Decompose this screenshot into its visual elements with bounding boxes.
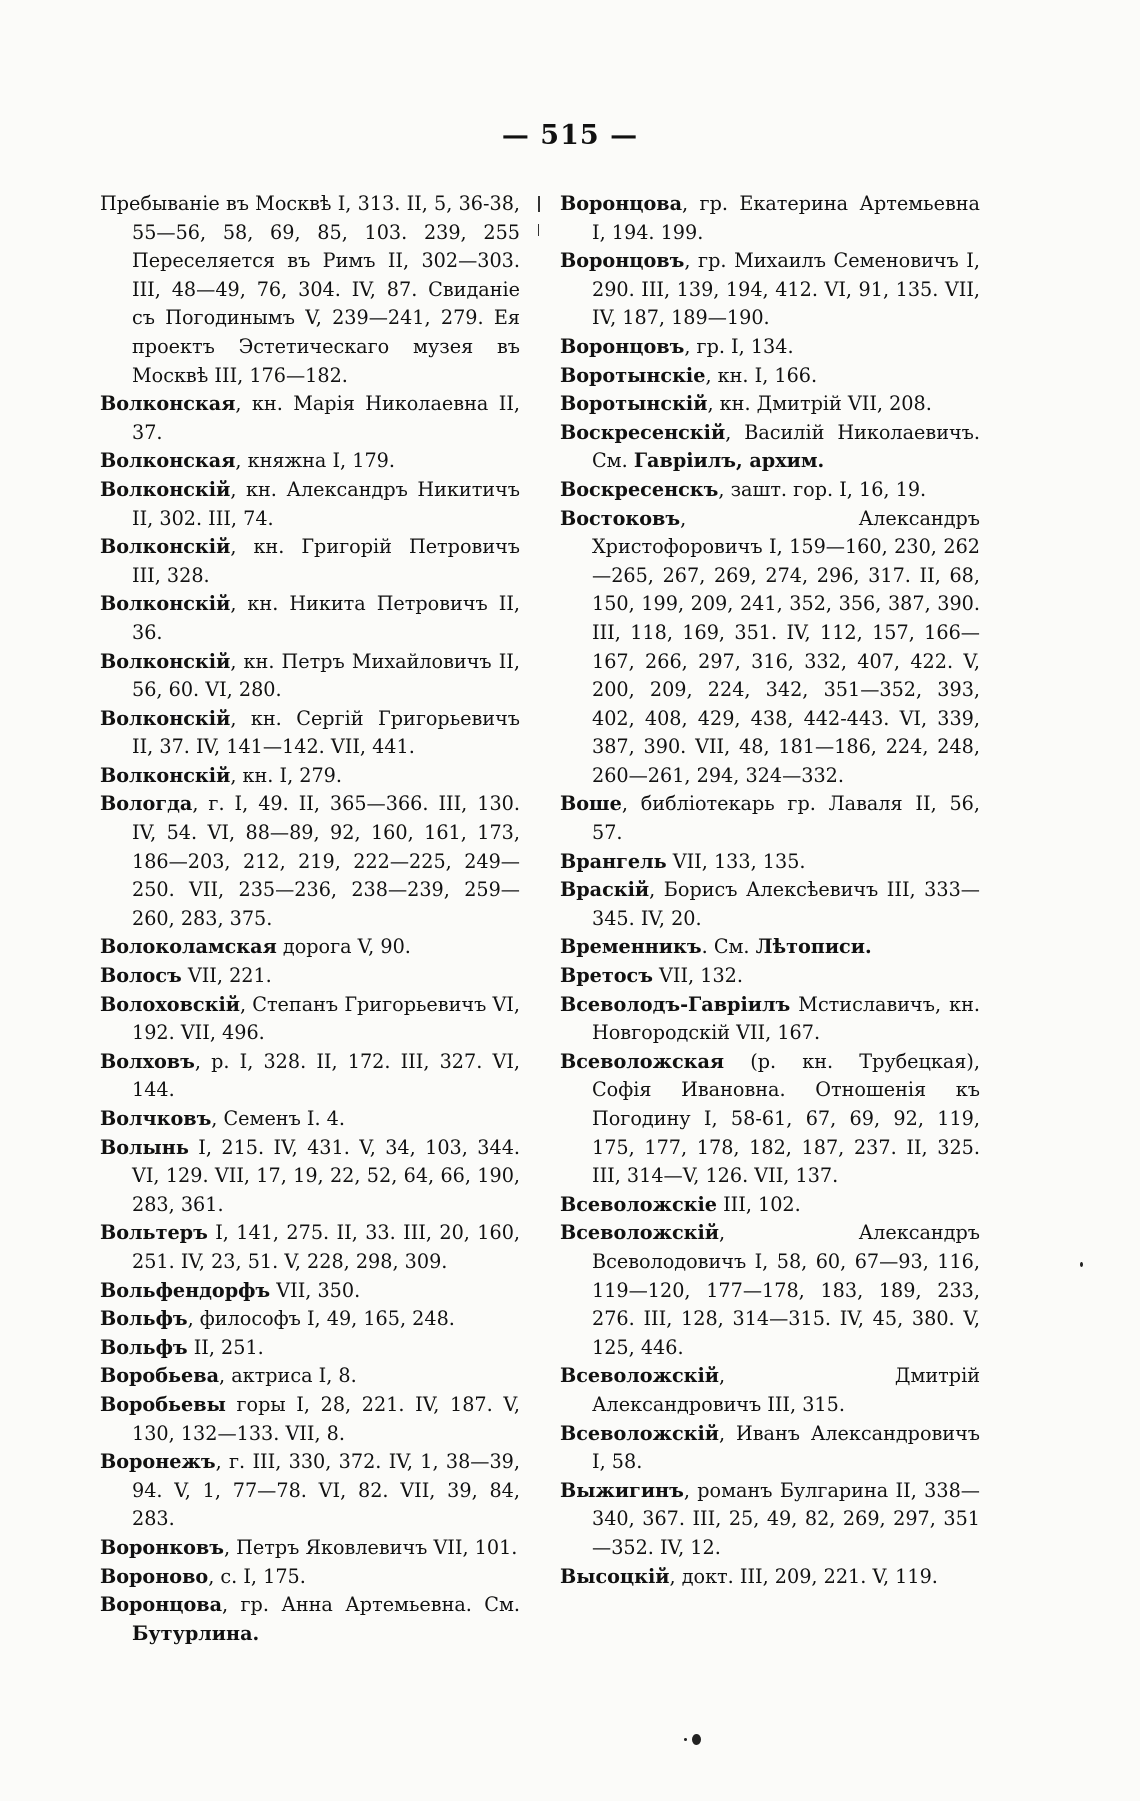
index-entry <box>100 190 520 390</box>
entry-headword: Волконская <box>100 449 236 473</box>
index-entry <box>100 1048 520 1105</box>
entry-headword: Волховъ <box>100 1049 195 1073</box>
index-entry <box>100 533 520 590</box>
entry-references: , гр. Екатерина Артемьевна I, 194. 199. <box>592 192 980 244</box>
entry-references: , кн. Григорій Петровичъ III, 328. <box>132 535 520 587</box>
entry-headword: Волконскій <box>100 592 231 616</box>
entry-headword: Воскресенскій <box>560 420 726 444</box>
index-entry <box>560 933 980 962</box>
entry-headword: Воронцова <box>560 192 683 215</box>
entry-references: Мстиславичъ, кн. Новгородскій VII, 167. <box>592 992 980 1045</box>
entry-headword: Врангель <box>560 849 667 873</box>
entry-references: , Степанъ Григорьевичъ VI, 192. VII, 496. <box>132 992 520 1045</box>
index-entry <box>560 790 980 847</box>
entry-references: , кн. Сергій Григорьевичъ II, 37. IV, 141—142. VII, 441. <box>132 706 520 759</box>
entry-references: II, 251. <box>187 1335 264 1359</box>
entry-headword: Вретосъ <box>560 964 653 988</box>
entry-references: , гр. I, 134. <box>684 334 794 358</box>
entry-headword: Вольтеръ <box>100 1221 208 1245</box>
entry-headword: Временникъ <box>560 935 702 959</box>
entry-headword: Воронежъ <box>100 1450 216 1474</box>
entry-headword: Волоколамская <box>100 935 277 959</box>
index-entry <box>560 1362 980 1419</box>
entry-references: , г. III, 330, 372. IV, 1, 38—39, 94. V, 1, 77—78. VI, 82. VII, 39, 84, 283. <box>132 1450 520 1531</box>
index-entry <box>100 1362 520 1391</box>
entry-references: , Иванъ Александровичъ I, 58. <box>592 1421 980 1474</box>
column-divider <box>538 224 539 236</box>
entry-headword: Волконскій <box>100 763 231 787</box>
entry-references: дорога V, 90. <box>276 935 411 959</box>
entry-references: , философъ I, 49, 165, 248. <box>187 1307 455 1331</box>
entry-headword: Воронцова <box>100 1593 223 1617</box>
entry-references: VII, 133, 135. <box>666 849 806 873</box>
entry-references: , кн. Дмитрій VII, 208. <box>707 392 932 416</box>
index-entry <box>100 1219 520 1276</box>
entry-headword: Воробьева <box>100 1364 220 1388</box>
index-entry <box>560 190 980 247</box>
index-entry <box>560 876 980 933</box>
print-speck <box>692 1734 701 1745</box>
entry-headword: Враскій <box>560 878 650 902</box>
index-entry <box>100 1134 520 1220</box>
index-entry <box>560 362 980 391</box>
entry-references: , гр. Анна Артемьевна. См. <box>222 1593 520 1617</box>
index-entry <box>560 419 980 476</box>
index-entry <box>100 962 520 991</box>
entry-headword: Выжигинъ <box>560 1478 684 1502</box>
index-entry <box>560 505 980 791</box>
index-entry <box>560 1477 980 1563</box>
index-entry <box>100 1334 520 1363</box>
entry-references: , с. I, 175. <box>208 1564 306 1588</box>
entry-references: , гр. Михаилъ Семеновичъ I, 290. III, 139, 194, 412. VI, 91, 135. VII, IV, 187, 189—190. <box>592 249 980 330</box>
entry-headword: Волоховскій <box>100 992 240 1016</box>
index-entry <box>100 648 520 705</box>
column-divider <box>538 196 540 212</box>
entry-references: , Александръ Христофоровичъ I, 159—160, 230, 262—265, 267, 269, 274, 296, 317. II, 68, 150, 199, 209, 241, 352, 356, 387, 390. III, 118, 169, 351. IV, 112, 157, 166—167, 266, 297, 316, 332, 407, 422. V, 200, 209, 224, 342, 351—352, 393, 402, 408, 429, 438, 442-443. VI, 339, 387, 390. VII, 48, 181—186, 224, 248, 260—261, 294, 324—332. <box>592 506 980 787</box>
entry-references: , Петръ Яковлевичъ VII, 101. <box>223 1535 518 1559</box>
entry-headword: Воскресенскъ <box>560 477 719 501</box>
entry-references: , Семенъ I. 4. <box>211 1107 345 1130</box>
entry-headword: Всеволожскій <box>560 1421 719 1445</box>
index-entry <box>100 1305 520 1334</box>
entry-headword: Волынь <box>100 1135 189 1159</box>
entry-references: VII, 221. <box>181 964 272 988</box>
entry-headword: Волконская <box>100 392 236 416</box>
index-entry <box>100 447 520 476</box>
entry-headword: Востоковъ <box>560 506 681 530</box>
entry-references: (р. кн. Трубецкая), Софія Ивановна. Отношенія къ Погодину I, 58-61, 67, 69, 92, 119, 175, 177, 178, 182, 187, 237. II, 325. III, 314—V, 126. VII, 137. <box>592 1049 980 1188</box>
entry-references: , Василій Николаевичъ. См. <box>592 420 980 473</box>
entry-headword: Воротынскій <box>560 392 708 416</box>
index-entry <box>560 333 980 362</box>
index-entry <box>560 848 980 877</box>
entry-headword: Вороново <box>100 1564 209 1588</box>
entry-headword: Всеволодъ-Гавріилъ <box>560 992 791 1016</box>
entry-references: , княжна I, 179. <box>235 449 395 473</box>
index-entry <box>560 1219 980 1362</box>
entry-references: I, 141, 275. II, 33. III, 20, 160, 251. IV, 23, 51. V, 228, 298, 309. <box>132 1221 520 1273</box>
entry-references: , кн. I, 166. <box>705 363 818 387</box>
page-number: — 515 — <box>501 120 639 151</box>
entry-headword: Воробьевы <box>100 1392 226 1416</box>
entry-references: Пребываніе въ Москвѣ I, 313. II, 5, 36-38, 55—56, 58, 69, 85, 103. 239, 255 Переселяется въ Римъ II, 302—303. III, 48—49, 76, 304. IV, 87. Свиданіе съ Погодинымъ V, 239—241, 279. Ея проектъ Эстетическаго музея въ Москвѣ III, 176—182. <box>100 192 520 387</box>
index-entry <box>100 1534 520 1563</box>
index-entry <box>100 1563 520 1592</box>
index-entry <box>560 1191 980 1220</box>
entry-cross-reference: Бутурлина. <box>132 1621 260 1645</box>
entry-headword: Воше <box>560 792 622 816</box>
entry-references: , зашт. гор. I, 16, 19. <box>718 477 927 501</box>
entry-headword: Воронцовъ <box>560 249 685 273</box>
print-speck <box>1080 1262 1083 1267</box>
index-entry <box>100 1448 520 1534</box>
entry-headword: Вольфендорфъ <box>100 1278 271 1302</box>
entry-cross-reference: Лѣтописи. <box>755 935 872 959</box>
entry-headword: Волконскій <box>100 477 231 501</box>
entry-headword: Всеволожская <box>560 1049 725 1073</box>
index-entry <box>100 705 520 762</box>
entry-references: , докт. III, 209, 221. V, 119. <box>669 1564 938 1588</box>
entry-references: , г. I, 49. II, 365—366. III, 130. IV, 54. VI, 88—89, 92, 160, 161, 173, 186—203, 212, 219, 222—225, 249—250. VII, 235—236, 238—239, 259—260, 283, 375. <box>132 792 520 930</box>
entry-references: , кн. Александръ Никитичъ II, 302. III, 74. <box>132 477 520 530</box>
index-entry <box>100 1277 520 1306</box>
entry-headword: Всеволожскій <box>560 1364 719 1388</box>
entry-headword: Воронцовъ <box>560 334 685 358</box>
entry-references: , Александръ Всеволодовичъ I, 58, 60, 67—93, 116, 119—120, 177—178, 183, 189, 233, 276. III, 128, 314—315. IV, 45, 380. V, 125, 446. <box>592 1221 980 1359</box>
entry-headword: Волосъ <box>100 964 182 988</box>
entry-references: , романъ Булгарина II, 338—340, 367. III, 25, 49, 82, 269, 297, 351—352. IV, 12. <box>592 1478 980 1559</box>
entry-references: , р. I, 328. II, 172. III, 327. VI, 144. <box>132 1049 520 1102</box>
entry-references: , библіотекарь гр. Лаваля II, 56, 57. <box>592 792 980 845</box>
index-entry <box>560 1563 980 1592</box>
index-entry <box>560 1048 980 1191</box>
entry-references: , кн. Марія Николаевна II, 37. <box>132 392 520 444</box>
entry-headword: Высоцкій <box>560 1564 670 1588</box>
entry-headword: Вольфъ <box>100 1307 188 1331</box>
index-column-right <box>560 190 980 1591</box>
index-entry <box>560 390 980 419</box>
entry-headword: Волчковъ <box>100 1107 212 1130</box>
entry-headword: Вольфъ <box>100 1335 188 1359</box>
index-entry <box>100 590 520 647</box>
entry-references: , кн. I, 279. <box>230 763 342 787</box>
index-column-left <box>100 190 520 1648</box>
entry-references: , кн. Петръ Михайловичъ II, 56, 60. VI, 280. <box>132 649 520 702</box>
entry-references: III, 102. <box>716 1192 801 1216</box>
entry-references: VII, 350. <box>270 1278 361 1302</box>
entry-headword: Всеволожскій <box>560 1221 719 1245</box>
index-entry <box>100 762 520 791</box>
entry-headword: Вологда <box>100 792 193 816</box>
index-entry <box>560 962 980 991</box>
entry-headword: Волконскій <box>100 649 231 673</box>
index-entry <box>100 476 520 533</box>
entry-references: . См. <box>701 935 756 959</box>
index-entry <box>560 247 980 333</box>
entry-references: , актриса I, 8. <box>219 1364 357 1388</box>
index-entry <box>100 1591 520 1648</box>
entry-references: , кн. Никита Петровичъ II, 36. <box>132 592 520 644</box>
index-entry <box>100 1391 520 1448</box>
print-speck <box>684 1738 687 1741</box>
entry-headword: Воротынскіе <box>560 363 706 387</box>
entry-references: I, 215. IV, 431. V, 34, 103, 344. VI, 129. VII, 17, 19, 22, 52, 64, 66, 190, 283, 361. <box>132 1135 520 1216</box>
entry-references: , Дмитрій Александровичъ III, 315. <box>592 1364 980 1416</box>
index-entry <box>560 476 980 505</box>
entry-headword: Волконскій <box>100 535 231 559</box>
index-entry <box>100 991 520 1048</box>
entry-cross-reference: Гавріилъ, архим. <box>633 449 825 473</box>
index-entry <box>100 1105 520 1134</box>
entry-headword: Всеволожскіе <box>560 1192 717 1216</box>
entry-references: , Борисъ Алексѣевичъ III, 333—345. IV, 20. <box>592 878 980 930</box>
index-entry <box>560 991 980 1048</box>
index-entry <box>100 390 520 447</box>
index-entry <box>100 790 520 933</box>
entry-headword: Волконскій <box>100 706 231 730</box>
index-entry <box>560 1420 980 1477</box>
entry-references: VII, 132. <box>652 964 743 988</box>
index-entry <box>100 933 520 962</box>
entry-headword: Воронковъ <box>100 1535 224 1559</box>
entry-references: горы I, 28, 221. IV, 187. V, 130, 132—133. VII, 8. <box>132 1392 520 1445</box>
